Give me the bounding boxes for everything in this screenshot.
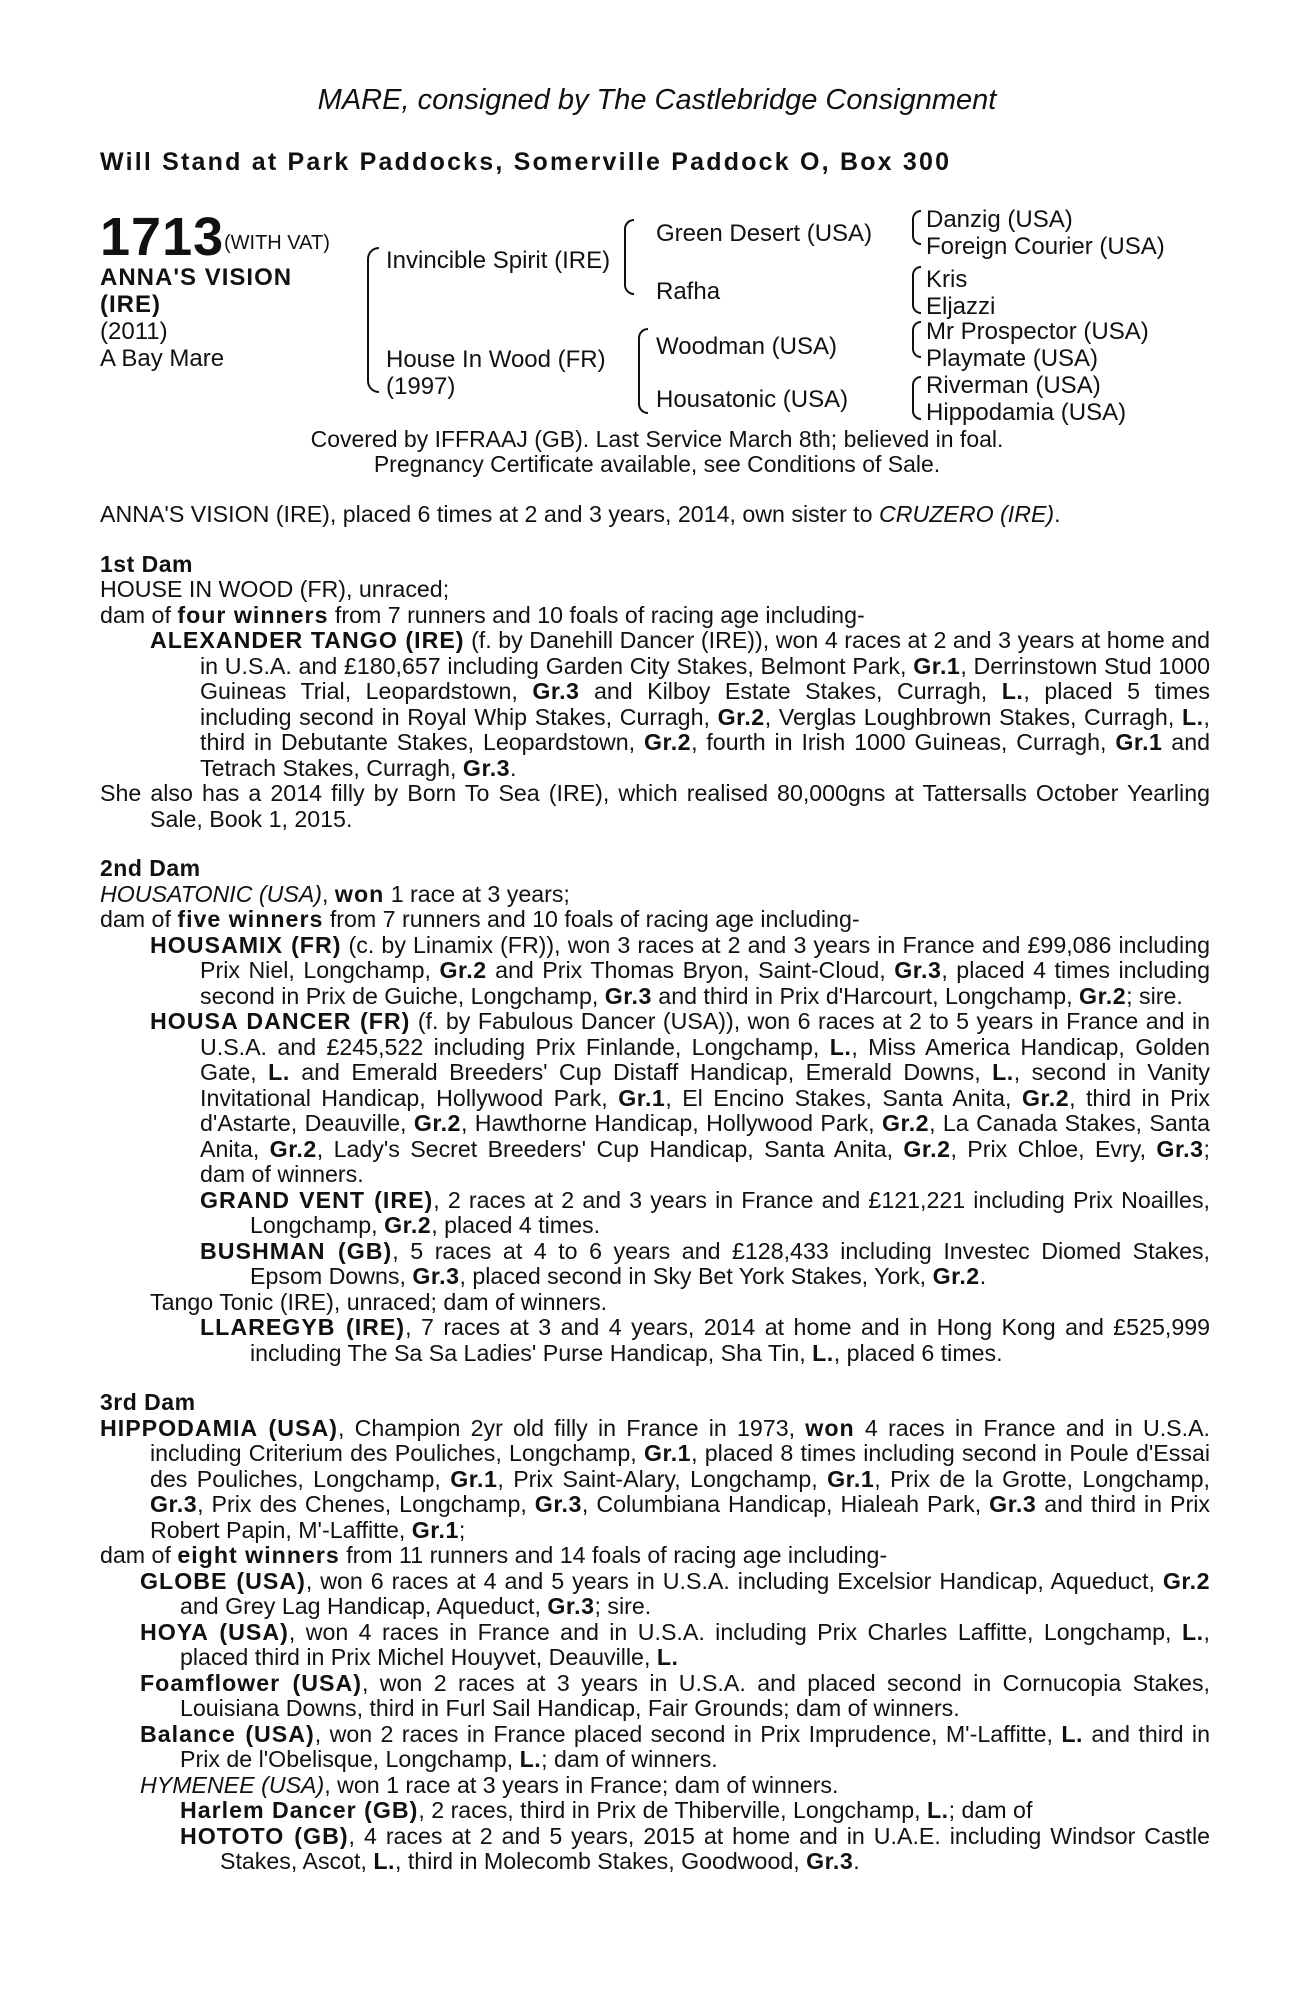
produce-llaregyb: LLAREGYB (IRE), 7 races at 3 and 4 years, 2014 at home and in Hong Kong and £525,999 including The Sa Sa Ladies' Purse Handicap, Sha Tin, L., placed 6 times.: [200, 1314, 1211, 1366]
lot-number: 1713: [100, 207, 225, 267]
pedigree-ssd: Foreign Courier (USA): [926, 233, 1165, 260]
pedigree-brace-sire: [624, 219, 634, 295]
horse-country: (IRE): [100, 291, 161, 318]
second-dam-summary: dam of five winners from 7 runners and 10 foals of racing age including-: [100, 906, 860, 932]
produce-harlem-dancer: Harlem Dancer (GB), 2 races, third in Prix de Thiberville, Longchamp, L.; dam of: [180, 1797, 1033, 1823]
pedigree-brace-dd: [912, 376, 921, 420]
pedigree-sire: Invincible Spirit (IRE): [386, 247, 611, 274]
horse-name: ANNA'S VISION: [100, 264, 293, 291]
second-dam-heading: 2nd Dam: [100, 855, 201, 881]
produce-tango-tonic: Tango Tonic (IRE), unraced; dam of winners.: [150, 1288, 608, 1315]
first-dam-summary: dam of four winners from 7 runners and 10 foals of racing age including-: [100, 601, 865, 628]
produce-hymenee: HYMENEE (USA), won 1 race at 3 years in France; dam of winners.: [140, 1771, 839, 1798]
third-dam-summary: dam of eight winners from 11 runners and 14 foals of racing age including-: [100, 1542, 888, 1568]
pedigree-sds: Kris: [926, 266, 968, 293]
first-dam-also: She also has a 2014 filly by Born To Sea (IRE), which realised 80,000gns at Tattersalls October Yearling Sale, Book 1, 2015.: [100, 780, 1210, 832]
horse-year: (2011): [100, 318, 168, 345]
catalogue-body: [100, 502, 1210, 1875]
produce-housamix: HOUSAMIX (FR) (c. by Linamix (FR)), won 3 races at 2 and 3 years in France and £99,086 including Prix Niel, Longchamp, Gr.2 and Prix Thomas Bryon, Saint-Cloud, Gr.3, placed 4 times including second in Prix de Guiche, Longchamp, Gr.3 and third in Prix d'Harcourt, Longchamp, Gr.2; sire.: [150, 931, 1210, 1009]
first-dam-heading: 1st Dam: [100, 550, 193, 577]
pregnancy-note: Pregnancy Certificate available, see Conditions of Sale.: [373, 451, 941, 477]
produce-hoya: HOYA (USA), won 4 races in France and in U.S.A. including Prix Charles Laffitte, Longchamp, L., placed third in Prix Michel Houyvet, Deauville, L.: [140, 1618, 1210, 1670]
page-header: MARE, consigned by The Castlebridge Consignment: [317, 84, 997, 116]
pedigree-brace-main: [367, 247, 379, 393]
pedigree-brace-sd: [912, 266, 921, 314]
second-dam-name: HOUSATONIC (USA), won 1 race at 3 years;: [100, 880, 570, 907]
pedigree-sire-dam: Rafha: [656, 278, 721, 305]
third-dam-heading: 3rd Dam: [100, 1389, 196, 1415]
first-dam-name: HOUSE IN WOOD (FR), unraced;: [100, 576, 450, 602]
intro-paragraph: ANNA'S VISION (IRE), placed 6 times at 2 and 3 years, 2014, own sister to CRUZERO (IRE).: [100, 501, 1061, 527]
pedigree-dss: Mr Prospector (USA): [926, 318, 1149, 345]
pedigree-sdd: Eljazzi: [926, 293, 996, 320]
pedigree-dam: House In Wood (FR): [386, 346, 606, 373]
produce-alexander-tango: ALEXANDER TANGO (IRE) (f. by Danehill Dancer (IRE)), won 4 races at 2 and 3 years at home and in U.S.A. and £180,657 including Garden City Stakes, Belmont Park, Gr.1, Derrinstown Stud 1000 Guineas Trial, Leopardstown, Gr.3 and Kilboy Estate Stakes, Curragh, L., placed 5 times including second in Royal Whip Stakes, Curragh, Gr.2, Verglas Loughbrown Stakes, Curragh, L., third in Debutante Stakes, Leopardstown, Gr.2, fourth in Irish 1000 Guineas, Curragh, Gr.1 and Tetrach Stakes, Curragh, Gr.3.: [150, 627, 1210, 781]
produce-housa-dancer: HOUSA DANCER (FR) (f. by Fabulous Dancer (USA)), won 6 races at 2 to 5 years in France and in U.S.A. and £245,522 including Prix Finlande, Longchamp, L., Miss America Handicap, Golden Gate, L. and Emerald Breeders' Cup Distaff Handicap, Emerald Downs, L., second in Vanity Invitational Handicap, Hollywood Park, Gr.1, El Encino Stakes, Santa Anita, Gr.2, third in Prix d'Astarte, Deauville, Gr.2, Hawthorne Handicap, Hollywood Park, Gr.2, La Canada Stakes, Santa Anita, Gr.2, Lady's Secret Breeders' Cup Handicap, Santa Anita, Gr.2, Prix Chloe, Evry, Gr.3; dam of winners.: [150, 1008, 1210, 1187]
produce-hototo: HOTOTO (GB), 4 races at 2 and 5 years, 2015 at home and in U.A.E. including Windsor Castle Stakes, Ascot, L., third in Molecomb Stakes, Goodwood, Gr.3.: [180, 1822, 1211, 1874]
produce-bushman: BUSHMAN (GB), 5 races at 4 to 6 years and £128,433 including Investec Diomed Stakes, Epsom Downs, Gr.3, placed second in Sky Bet York Stakes, York, Gr.2.: [200, 1237, 1210, 1289]
covered-line: Covered by IFFRAAJ (GB). Last Service March 8th; believed in foal.: [310, 426, 1004, 452]
pedigree-dsd: Playmate (USA): [926, 345, 1099, 372]
pedigree-dam-year: (1997): [386, 373, 456, 400]
pedigree-dam-dam: Housatonic (USA): [656, 386, 849, 413]
pedigree-brace-dam: [638, 328, 648, 414]
produce-globe: GLOBE (USA), won 6 races at 4 and 5 years in U.S.A. including Excelsior Handicap, Aqueduct, Gr.2 and Grey Lag Handicap, Aqueduct, Gr.3; sire.: [140, 1567, 1210, 1619]
pedigree-sire-sire: Green Desert (USA): [656, 220, 873, 247]
third-dam-name: HIPPODAMIA (USA), Champion 2yr old filly in France in 1973, won 4 races in France and in U.S.A. including Criterium des Pouliches, Longchamp, Gr.1, placed 8 times including second in Poule d'Essai des Pouliches, Longchamp, Gr.1, Prix Saint-Alary, Longchamp, Gr.1, Prix de la Grotte, Longchamp, Gr.3, Prix des Chenes, Longchamp, Gr.3, Columbiana Handicap, Hialeah Park, Gr.3 and third in Prix Robert Papin, M'-Laffitte, Gr.1;: [100, 1414, 1210, 1543]
produce-grand-vent: GRAND VENT (IRE), 2 races at 2 and 3 years in France and £121,221 including Prix Noailles, Longchamp, Gr.2, placed 4 times.: [200, 1186, 1210, 1238]
pedigree-sss: Danzig (USA): [926, 206, 1073, 233]
produce-foamflower: Foamflower (USA), won 2 races at 3 years in U.S.A. and placed second in Cornucopia Stakes, Louisiana Downs, third in Furl Sail Handicap, Fair Grounds; dam of winners.: [140, 1669, 1210, 1721]
pedigree-ddd: Hippodamia (USA): [926, 399, 1127, 426]
stand-location: Will Stand at Park Paddocks, Somerville Paddock O, Box 300: [100, 148, 952, 176]
produce-balance: Balance (USA), won 2 races in France placed second in Prix Imprudence, M'-Laffitte, L. and third in Prix de l'Obelisque, Longchamp, L.; dam of winners.: [140, 1720, 1210, 1772]
pedigree-dam-sire: Woodman (USA): [656, 333, 837, 360]
vat-note: (WITH VAT): [224, 232, 330, 254]
pedigree-brace-ss: [912, 210, 921, 245]
pedigree-dds: Riverman (USA): [926, 372, 1101, 399]
pedigree-brace-ds: [912, 321, 921, 358]
horse-description: A Bay Mare: [100, 345, 225, 372]
